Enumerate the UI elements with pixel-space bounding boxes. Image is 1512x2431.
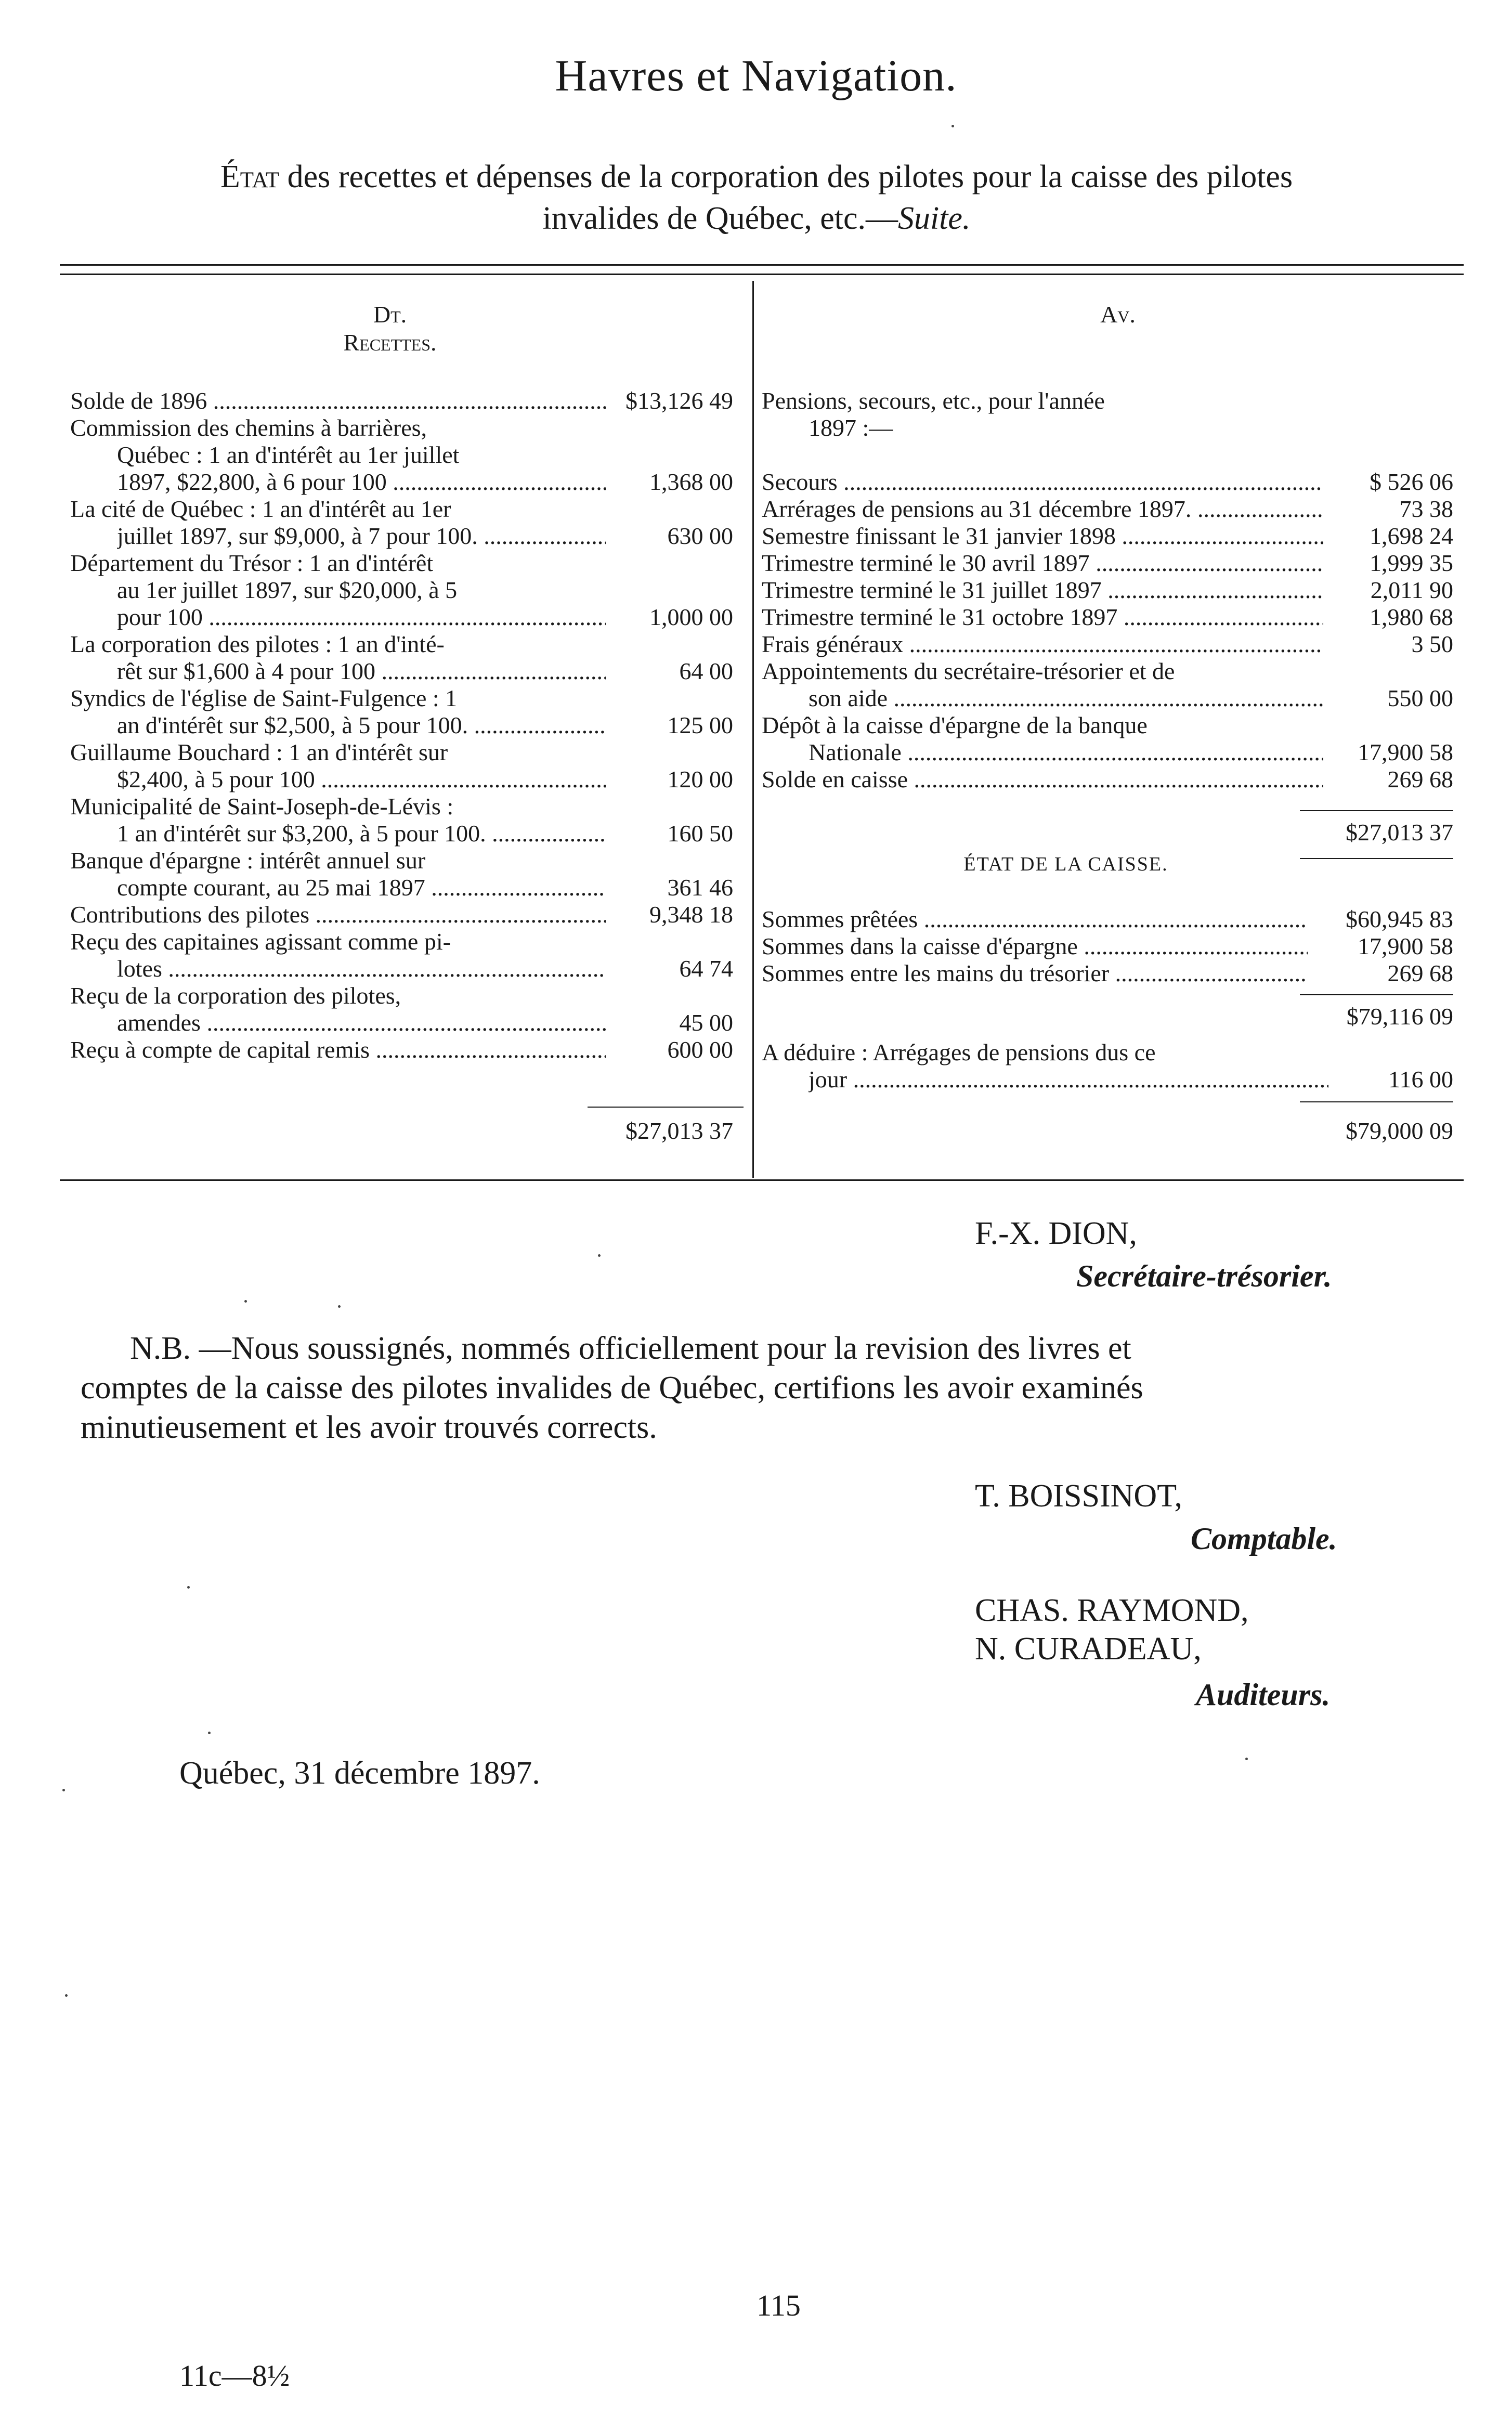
place-date: Québec, 31 décembre 1897. — [179, 1756, 540, 1791]
credit-intro-2: 1897 :— — [809, 414, 893, 441]
etat-total-rule — [1300, 994, 1453, 995]
debit-row-label: La cité de Québec : 1 an d'intérêt au 1er — [70, 496, 451, 522]
credit-row-label: Semestre finissant le 31 janvier 1898 ..... — [762, 523, 1323, 550]
debit-row-amount: 1,000 00 — [649, 604, 733, 630]
page-title: Havres et Navigation. — [555, 50, 957, 100]
debit-row-label: Municipalité de Saint-Joseph-de-Lévis : — [70, 793, 454, 820]
debit-row — [70, 414, 733, 496]
speck — [1245, 1758, 1248, 1760]
debit-row-amount: 600 00 — [667, 1036, 733, 1063]
caption-text-1: des recettes et dépenses de la corporation des pilotes pour la caisse des pilotes — [279, 159, 1293, 194]
credit-row-amount: 73 38 — [1399, 496, 1453, 522]
caption-text-2: invalides de Québec, etc.— — [542, 201, 898, 236]
deduct-label-1: A déduire : Arrégages de pensions dus ce — [762, 1039, 1156, 1065]
top-rule-1 — [60, 264, 1464, 266]
debit-row-label-2: Québec : 1 an d'intérêt au 1er juillet — [117, 441, 460, 468]
debit-row-label: Solde de 1896 ..... — [70, 387, 606, 414]
debit-heading — [234, 301, 546, 357]
credit-intro — [762, 387, 1453, 441]
speck — [62, 1789, 65, 1791]
credit-row-label: Frais généraux ..... — [762, 631, 1323, 658]
etat-row-amount: 17,900 58 — [1358, 933, 1453, 959]
credit-row-amount: 3 50 — [1411, 631, 1453, 657]
debit-row-label-2: amendes ..... — [117, 1009, 606, 1036]
debit-head-recettes: Recettes. — [343, 329, 437, 356]
speck — [244, 1300, 247, 1303]
boissinot-role: Comptable. — [1191, 1522, 1337, 1556]
debit-row-label: Guillaume Bouchard : 1 an d'intérêt sur — [70, 739, 448, 765]
debit-row-label-2: juillet 1897, sur $9,000, à 7 pour 100. ..... — [117, 523, 606, 550]
credit-total-rule-2 — [1300, 858, 1453, 859]
boissinot-name: T. BOISSINOT, — [975, 1478, 1182, 1514]
final-total: $79,000 09 — [1346, 1117, 1453, 1144]
credit-row-amount: 1,999 35 — [1370, 550, 1453, 576]
credit-heading: Av. — [1100, 301, 1136, 328]
etat-total: $79,116 09 — [1346, 1003, 1453, 1030]
debit-row-amount: 120 00 — [667, 766, 733, 792]
bottom-rule — [60, 1179, 1464, 1181]
debit-row-amount: 1,368 00 — [649, 469, 733, 495]
etat-row-label: Sommes prêtées ..... — [762, 906, 1308, 933]
caption-lead: État — [220, 159, 280, 194]
debit-total-rule — [588, 1107, 744, 1108]
debit-total: $27,013 37 — [625, 1117, 733, 1144]
speck — [187, 1586, 190, 1589]
etat-row-label: Sommes dans la caisse d'épargne ..... — [762, 933, 1308, 960]
etat-row-amount: $60,945 83 — [1346, 906, 1453, 932]
debit-row-amount: 64 00 — [679, 658, 733, 684]
credit-total-rule — [1300, 810, 1453, 811]
credit-row-amount: 269 68 — [1387, 766, 1453, 792]
deduct-amount: 116 00 — [1388, 1066, 1453, 1093]
speck — [338, 1305, 341, 1308]
debit-row-label: Département du Trésor : 1 an d'intérêt — [70, 550, 434, 576]
caption-line-1 — [60, 156, 1453, 198]
debit-row-label-2: lotes ..... — [117, 955, 606, 982]
credit-row-amount: 1,698 24 — [1370, 523, 1453, 549]
credit-row — [762, 550, 1453, 577]
etat-caisse-heading: ÉTAT DE LA CAISSE. — [963, 853, 1168, 875]
credit-row-amount: 1,980 68 — [1370, 604, 1453, 630]
credit-row-amount: $ 526 06 — [1370, 469, 1453, 495]
credit-row — [762, 496, 1453, 523]
dion-role: Secrétaire-trésorier. — [1076, 1259, 1332, 1293]
credit-intro-1: Pensions, secours, etc., pour l'année — [762, 387, 1105, 414]
credit-row-amount: 2,011 90 — [1370, 577, 1453, 603]
debit-row-label-3: pour 100 ..... — [117, 604, 606, 631]
debit-row-label-2: $2,400, à 5 pour 100 ..... — [117, 766, 606, 793]
etat-row — [762, 960, 1453, 987]
deduct-label-2: jour ..... — [809, 1066, 1328, 1093]
debit-row-amount: 9,348 18 — [649, 901, 733, 928]
nb-line-3: minutieusement et les avoir trouvés corrects. — [81, 1410, 657, 1445]
credit-row-label: Trimestre terminé le 31 octobre 1897 ..... — [762, 604, 1323, 631]
caption-suite: Suite. — [897, 201, 971, 236]
debit-row-label-3: 1897, $22,800, à 6 pour 100 ..... — [117, 469, 606, 496]
etat-row-amount: 269 68 — [1387, 960, 1453, 986]
debit-row-amount: 125 00 — [667, 712, 733, 738]
credit-row-amount: 550 00 — [1387, 685, 1453, 711]
speck — [598, 1254, 601, 1257]
credit-row — [762, 766, 1453, 793]
credit-row-label: Appointements du secrétaire-trésorier et de — [762, 658, 1175, 684]
debit-row-amount: 361 46 — [667, 874, 733, 901]
debit-row-amount: 160 50 — [667, 820, 733, 847]
credit-row — [762, 469, 1453, 496]
debit-row-label: Reçu à compte de capital remis ..... — [70, 1036, 606, 1063]
credit-row-label: Dépôt à la caisse d'épargne de la banque — [762, 712, 1148, 738]
speck — [951, 125, 954, 127]
etat-row — [762, 906, 1453, 933]
debit-row-label: La corporation des pilotes : 1 an d'inté- — [70, 631, 445, 657]
speck — [208, 1732, 211, 1734]
final-total-rule — [1300, 1101, 1453, 1102]
auditors-role: Auditeurs. — [1196, 1678, 1331, 1712]
debit-row-label: Syndics de l'église de Saint-Fulgence : 1 — [70, 685, 458, 711]
debit-row-label-2: compte courant, au 25 mai 1897 ..... — [117, 874, 606, 901]
table-caption — [60, 156, 1453, 239]
nb-paragraph — [81, 1329, 1453, 1447]
top-rule-2 — [60, 274, 1464, 275]
credit-total: $27,013 37 — [1346, 819, 1453, 846]
credit-row-label-2: son aide ..... — [809, 685, 1323, 712]
debit-row-label: Banque d'épargne : intérêt annuel sur — [70, 847, 426, 874]
credit-row — [762, 631, 1453, 658]
credit-row-label: Trimestre terminé le 30 avril 1897 ..... — [762, 550, 1323, 577]
debit-row-amount: 64 74 — [679, 955, 733, 982]
credit-row-amount: 17,900 58 — [1358, 739, 1453, 765]
curadeau-name: N. CURADEAU, — [975, 1631, 1202, 1667]
debit-row-label: Contributions des pilotes ..... — [70, 901, 606, 928]
raymond-name: CHAS. RAYMOND, — [975, 1593, 1249, 1628]
debit-row-label: Commission des chemins à barrières, — [70, 414, 427, 441]
nb-line-2: comptes de la caisse des pilotes invalides de Québec, certifions les avoir examinés — [81, 1370, 1143, 1406]
debit-row-label: Reçu de la corporation des pilotes, — [70, 982, 401, 1009]
debit-row-label-2: 1 an d'intérêt sur $3,200, à 5 pour 100. ..... — [117, 820, 606, 847]
debit-row-amount: 630 00 — [667, 523, 733, 549]
etat-row — [762, 933, 1453, 960]
debit-row-amount: $13,126 49 — [625, 387, 733, 414]
credit-row-label: Secours ..... — [762, 469, 1323, 496]
credit-row-label: Solde en caisse ..... — [762, 766, 1323, 793]
caption-line-2 — [60, 198, 1453, 239]
credit-row-label-2: Nationale ..... — [809, 739, 1323, 766]
dion-name: F.-X. DION, — [975, 1216, 1137, 1251]
debit-row-amount: 45 00 — [679, 1009, 733, 1036]
credit-row — [762, 712, 1453, 766]
page-number: 115 — [757, 2289, 801, 2322]
credit-row-label: Arrérages de pensions au 31 décembre 1897. ..... — [762, 496, 1323, 523]
sheet-mark: 11c—8½ — [179, 2359, 290, 2393]
debit-row-label: Reçu des capitaines agissant comme pi- — [70, 928, 451, 955]
etat-row-label: Sommes entre les mains du trésorier ..... — [762, 960, 1308, 987]
credit-row — [762, 658, 1453, 712]
credit-row — [762, 577, 1453, 604]
debit-row-label-2: an d'intérêt sur $2,500, à 5 pour 100. ..... — [117, 712, 606, 739]
speck — [65, 1994, 68, 1997]
debit-row — [70, 550, 733, 631]
debit-row-label-2: au 1er juillet 1897, sur $20,000, à 5 — [117, 577, 458, 603]
debit-head-dt: Dt. — [373, 301, 407, 328]
credit-row — [762, 604, 1453, 631]
credit-row-label: Trimestre terminé le 31 juillet 1897 ..... — [762, 577, 1323, 604]
nb-line-1: N.B. —Nous soussignés, nommés officiellement pour la revision des livres et — [130, 1331, 1131, 1366]
credit-row — [762, 523, 1453, 550]
deduct-row — [762, 1039, 1453, 1093]
debit-row — [70, 1036, 733, 1117]
debit-row-label-2: rêt sur $1,600 à 4 pour 100 ..... — [117, 658, 606, 685]
column-divider — [752, 281, 754, 1178]
